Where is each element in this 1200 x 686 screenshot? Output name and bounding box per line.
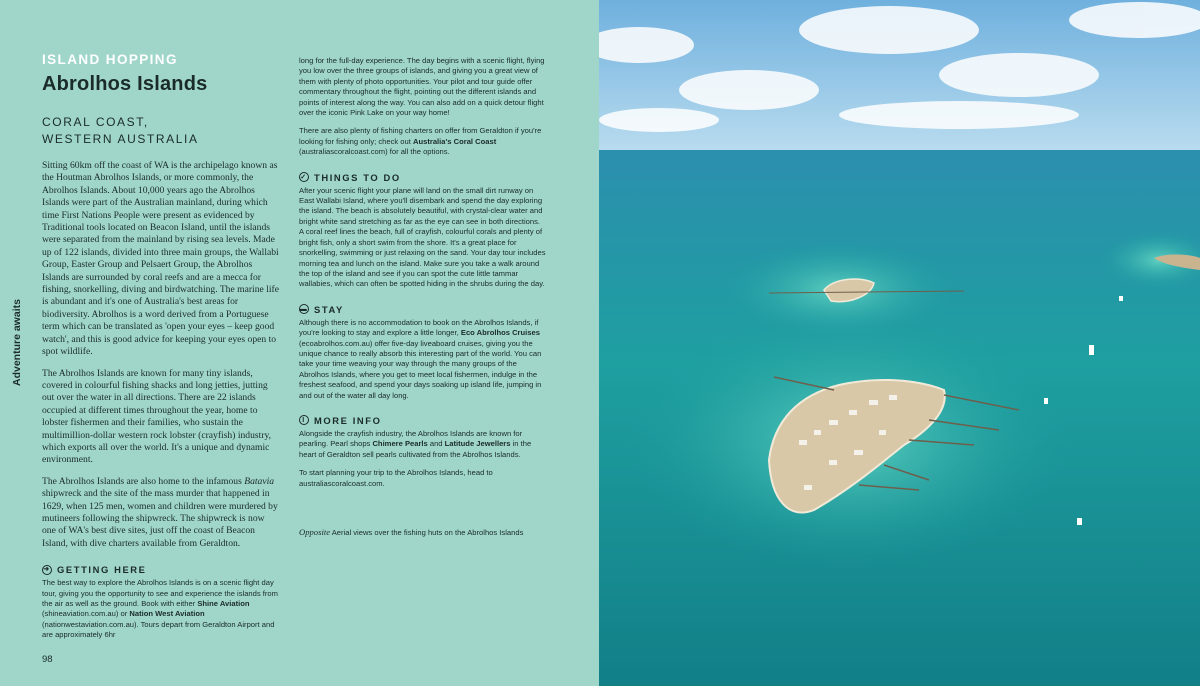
continued-paragraph: long for the full-day experience. The day begins with a scenic flight, flying you low over the three groups of islands, and giving you a great view of them with plenty of photo opportunities. Your pilot and tour guide offer commentary throughout the flight, pointing out the different islands and points of interest along the way. You can also add on a quick detour flight over the iconic Pink Lake on your way home! [299, 56, 545, 118]
page-number: 98 [42, 654, 53, 665]
batavia-ship-name: Batavia [244, 475, 275, 487]
intro-paragraph-2: The Abrolhos Islands are known for many tiny islands, covered in colourful fishing shacks and long jetties, jutting out over the water in all directions. There are 22 islands occupied at different times throughout the year, home to lobster fishermen and their families, who sustain the multimillion-dollar western rock lobster (crayfish) industry, which exports all over the world. It's a unique and dynamic environment. [42, 367, 272, 466]
section-tab-label: Adventure awaits [11, 299, 23, 386]
getting-here-text-3: (nationwestaviation.com.au). Tours depart from Geraldton Airport and are approximately 6hr [42, 619, 275, 640]
region-line-2: WESTERN AUSTRALIA [42, 132, 199, 146]
photo-caption [299, 527, 547, 538]
latitude-jewellers-name: Latitude Jewellers [444, 439, 511, 449]
shine-aviation-name: Shine Aviation [197, 599, 250, 608]
more-info-paragraph [299, 429, 547, 460]
region-heading [42, 114, 280, 148]
batavia-text-1: The Abrolhos Islands are also home to the infamous [42, 475, 245, 487]
intro-paragraph-1: Sitting 60km off the coast of WA is the archipelago known as the Houtman Abrolhos Islands, or more commonly, the Abrolhos Islands. About 10,000 years ago the Abrolhos Islands were part of the Australian mainland, during which time First Nations People were present as evidenced by Traditional tools located on Beacon Island, until the islands were separated from the mainland by rising sea levels. Made up of 122 islands, divided into three main groups, the Wallabi Group, Easter Group and Pelsaert Group, the Abrolhos Islands are surrounded by coral reefs and are a mecca for fishing, snorkelling, diving and birdwatching. The marine life is abundant and it's one of Australia's best areas for biodiversity. Abrolhos is a word derived from a Portuguese term which can be translated as 'open your eyes – keep good watch', and this is good advice for keeping your eyes open to spot wildlife. [42, 160, 279, 358]
fishing-paragraph [299, 126, 547, 157]
stay-label: STAY [314, 303, 344, 315]
stay-paragraph [299, 318, 547, 401]
more-info-label: MORE INFO [314, 414, 382, 426]
batavia-text-2: shipwreck and the site of the mass murder that happened in 1629, when 125 men, women and children were murdered by mutineers following the shipwreck. The shipwreck is now one of WA's best dive sites, just off the coast of Beacon Island, with dive charters available from Geraldton. [42, 488, 278, 549]
article-title: Abrolhos Islands [42, 73, 208, 95]
things-to-do-heading [299, 172, 547, 183]
stay-text-1: Although there is no accommodation to book on the Abrolhos Islands, if you're looking to stay and explore a little longer, [299, 317, 539, 338]
info-circle-icon: I [299, 415, 309, 425]
getting-here-text-1: The best way to explore the Abrolhos Islands is on a scenic flight day tour, giving you the opportunity to see and experience the islands from the air as well as the ground. Book with either [42, 578, 278, 608]
coral-coast-name: Australia's Coral Coast [412, 136, 497, 146]
arrow-right-circle-icon: ➜ [43, 566, 51, 574]
caption-label: Opposite [299, 527, 331, 537]
getting-here-heading [42, 564, 280, 575]
getting-here-paragraph [42, 578, 280, 640]
things-to-do-text-2: A coral reef lines the beach, full of crayfish, colourful corals and plenty of bright fish, only a short swim from the shore. It's a great place for snorkelling, swimming or just relaxing on the sand. Your day tour includes morning tea and lunch on the island. Make sure you take a walk around the top of the island and see if you can spot the cute little tammar wallabies, which can often be spotted hiding in the shrubs during the day. [299, 227, 546, 289]
stay-heading [299, 304, 547, 315]
section-tab [11, 300, 25, 390]
fishing-text-2: (australiascoralcoast.com) for all the options. [299, 147, 450, 157]
caption-text: Aerial views over the fishing huts on the Abrolhos Islands [330, 528, 524, 537]
getting-here-label: GETTING HERE [57, 564, 147, 576]
column-left [42, 52, 280, 649]
things-to-do-label: THINGS TO DO [314, 171, 401, 183]
more-info-text-2: and [427, 439, 445, 449]
nation-west-aviation-name: Nation West Aviation [129, 609, 205, 619]
region-line-1: CORAL COAST, [42, 115, 149, 129]
getting-here-text-2: (shineaviation.com.au) or [42, 609, 130, 619]
aerial-photo-illustration [599, 0, 1200, 686]
bed-circle-icon: ▬ [299, 305, 309, 313]
more-info-text-1: Alongside the crayfish industry, the Abrolhos Islands are known for pearling. Pearl shops [299, 428, 523, 449]
fishing-text-1: There are also plenty of fishing charters on offer from Geraldton if you're looking for fishing only; check out [299, 126, 542, 146]
eco-abrolhos-name: Eco Abrolhos Cruises [460, 328, 540, 338]
stay-text-2: (ecoabrolhos.com.au) offer five-day liveaboard cruises, giving you the unique chance to really absorb this interesting part of the world. You can take your time weaving your way through the many groups of the Abrolhos Islands, where you get to meet local fishermen, indulge in the freshest seafood, and spend your days soaking up island life, jumping in and out of the water all day long. [299, 338, 542, 400]
batavia-paragraph [42, 476, 280, 550]
more-info-heading [299, 415, 547, 426]
left-page [0, 0, 599, 686]
planning-paragraph: To start planning your trip to the Abrolhos Islands, head to australiascoralcoast.com. [299, 468, 493, 488]
article-kicker: ISLAND HOPPING [42, 52, 178, 67]
more-info-text-3: in the heart of Geraldton sell pearls cultivated from the Abrolhos Islands. [299, 439, 532, 459]
chimere-pearls-name: Chimere Pearls [372, 439, 428, 449]
things-to-do-text-1: After your scenic flight your plane will land on the small dirt runway on East Wallabi Island, where you'll disembark and spend the day exploring the island. The beach is absolutely beautiful, with crystal-clear water and bright white sand stretching as far as the eye can see in both directions. [299, 185, 543, 226]
check-circle-icon: ✓ [300, 173, 308, 181]
column-right [299, 56, 547, 538]
things-to-do-paragraph [299, 186, 547, 290]
aerial-photo [599, 0, 1200, 686]
